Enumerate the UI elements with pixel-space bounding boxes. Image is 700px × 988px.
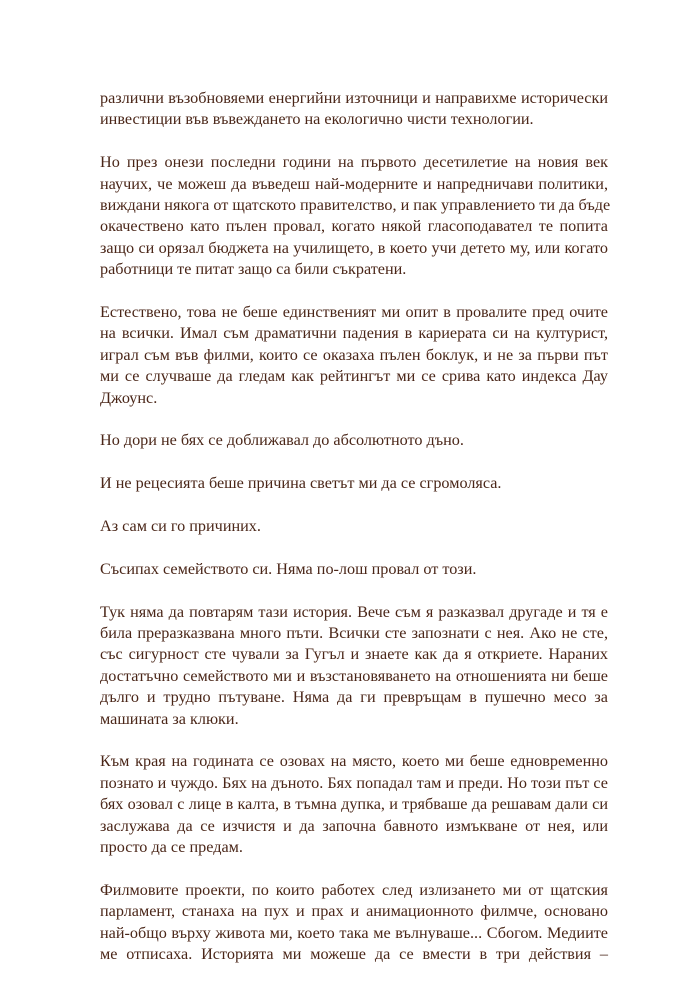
text-line: ми се случваше да гледам как рейтингът ми се срива като индекса Дау — [100, 367, 608, 386]
paragraph-7 — [100, 559, 608, 580]
text-line: Към края на годината се озовах на място, което ми беше едновременно — [100, 752, 608, 771]
text-line: парламент, станаха на пух и прах и анимационното филмче, основано — [100, 902, 608, 921]
text-line: Естествено, това не беше единственият ми опит в провалите пред очите — [100, 303, 608, 322]
text-line: И не рецесията беше причина светът ми да се сгромоляса. — [100, 474, 502, 493]
text-line: научих, че можеш да въведеш най-модерните и напредничави политики, — [100, 174, 608, 193]
text-line: била преразказвана много пъти. Всички сте запознати с нея. Ако не сте, — [100, 624, 608, 643]
text-line: със сигурност сте чували за Гугъл и знаете как да я откриете. Нараних — [100, 645, 608, 664]
text-line: най-общо върху живота ми, което така ме вълнуваше... Сбогом. Медиите — [100, 923, 608, 942]
text-line: заслужава да се изчистя и да започна бавното измъкване от нея, или — [100, 816, 608, 835]
text-line: окачествено като пълен провал, когато някой гласоподавател те попита — [100, 217, 608, 236]
text-line: защо си орязал бюджета на училището, в което учи детето му, или когато — [100, 238, 608, 257]
document-page — [100, 88, 611, 987]
text-line: Аз сам си го причиних. — [100, 517, 261, 536]
paragraph-3 — [100, 302, 608, 409]
paragraph-2 — [100, 152, 611, 280]
paragraph-9 — [100, 751, 608, 858]
text-line: Филмовите проекти, по които работех след излизането ми от щатския — [100, 880, 608, 899]
text-line: бях озовал с лице в калта, в тъмна дупка, и трябваше да решавам дали си — [100, 795, 608, 814]
text-line: инвестиции във въвеждането на екологично чисти технологии. — [100, 110, 534, 129]
paragraph-6 — [100, 516, 608, 537]
text-line: Тук няма да повтарям тази история. Вече съм я разказвал другаде и тя е — [100, 602, 608, 621]
text-line: достатъчно семейството ми и възстановяването на отношенията ни беше — [100, 666, 608, 685]
text-line: ме отписаха. Историята ми можеше да се вмести в три действия – — [100, 945, 608, 964]
text-line: познато и чуждо. Бях на дъното. Бях попадал там и преди. Но този път се — [100, 773, 608, 792]
text-line: машината за клюки. — [100, 709, 239, 728]
text-line: работници те питат защо са били съкратени. — [100, 260, 407, 279]
paragraph-10 — [100, 880, 608, 966]
text-line: Но през онези последни години на първото десетилетие на новия век — [100, 153, 608, 172]
text-line: играл съм във филми, които се оказаха пълен боклук, и не за първи път — [100, 345, 608, 364]
text-line: виждани някога от щатското правителство, и пак управлението ти да бъде — [100, 196, 611, 215]
text-line: Джоунс. — [100, 388, 158, 407]
text-line: различни възобновяеми енергийни източници и направихме исторически — [100, 89, 608, 107]
text-line: Но дори не бях се доближавал до абсолютното дъно. — [100, 431, 464, 450]
paragraph-5 — [100, 473, 608, 494]
text-line: дълго и трудно пътуване. Няма да ги превръщам в пушечно месо за — [100, 688, 608, 707]
text-line: Съсипах семейството си. Няма по-лош провал от този. — [100, 559, 477, 578]
paragraph-8 — [100, 602, 608, 730]
paragraph-4 — [100, 430, 608, 451]
paragraph-1 — [100, 88, 608, 131]
text-line: просто да се предам. — [100, 838, 243, 857]
text-line: на всички. Имал съм драматични падения в кариерата си на културист, — [100, 324, 608, 343]
